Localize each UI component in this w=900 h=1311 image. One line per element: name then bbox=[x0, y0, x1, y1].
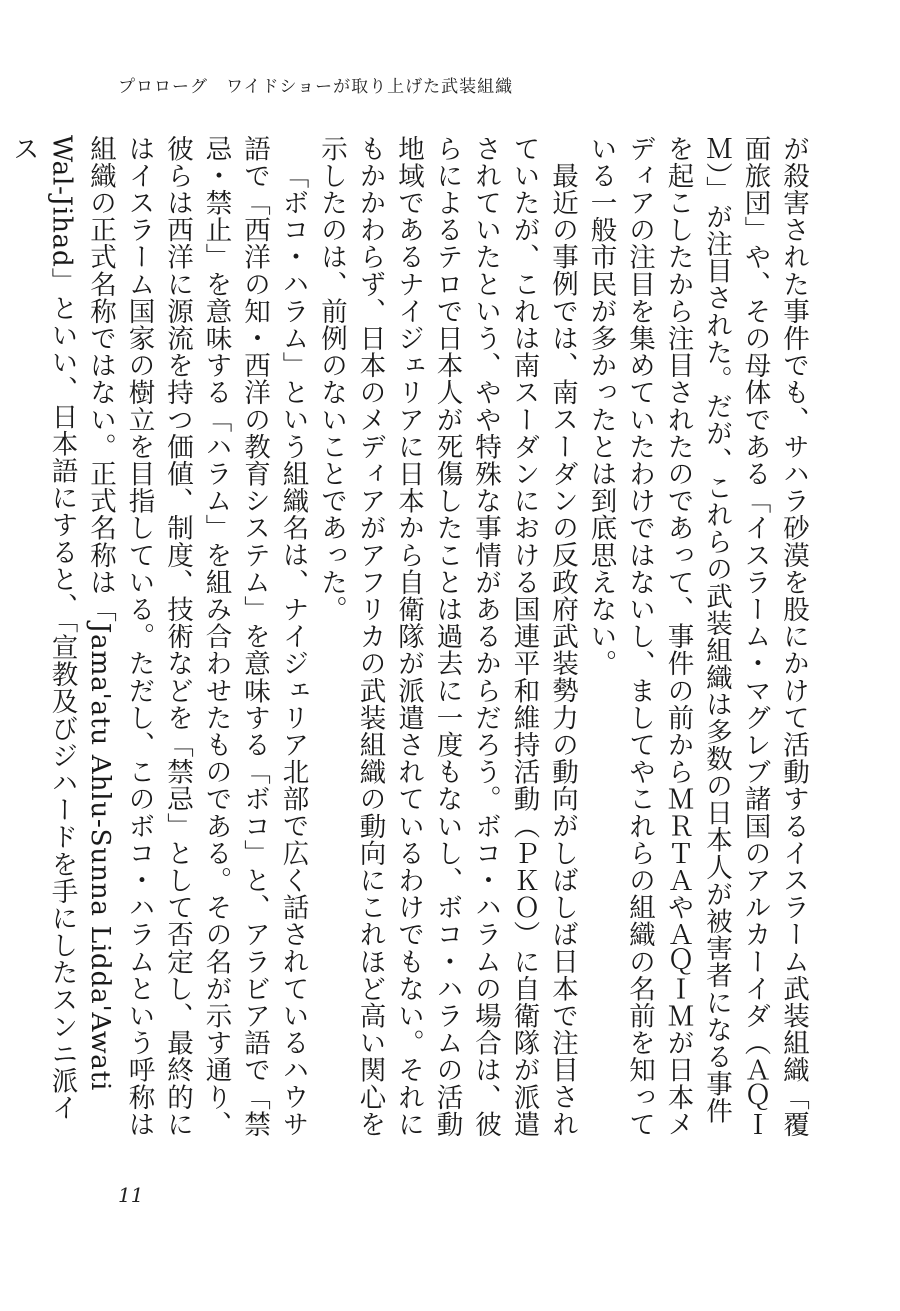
body-text-column bbox=[8, 135, 812, 1145]
paragraph-1: が殺害された事件でも、サハラ砂漠を股にかけて活動するイスラーム武装組織「覆面旅団」や、その母体である「イスラーム・マグレブ諸国のアルカーイダ（ＡＱＩＭ）」が注目された。だが、これらの武装組織は多数の日本人が被害者になる事件を起こしたから注目されたのであって、事件の前からＭＲＴＡやＡＱＩＭが日本メディアの注目を集めていたわけではないし、ましてやこれらの組織の名前を知っている一般市民が多かったとは到底思えない。 bbox=[585, 135, 809, 1138]
page-number: 11 bbox=[118, 1183, 144, 1207]
paragraph-3: 「ボコ・ハラム」という組織名は、ナイジェリア北部で広く話されているハウサ語で「西洋の知・西洋の教育システム」を意味する「ボコ」と、アラビア語で「禁忌・禁止」を意味する「ハラム」を組み合わせたものである。その名が示す通り、彼らは西洋に源流を持つ価値、制度、技術などを「禁忌」として否定し、最終的にはイスラーム国家の樹立を目指している。ただし、このボコ・ハラムという呼称は組織の正式名称ではない。正式名称は「Jama'atu Ahlu-Sunna Lidda'Awati Wal-Jihad」といい、日本語にすると、「宣教及びジハードを手にしたスンニ派イス bbox=[8, 135, 309, 1138]
paragraph-2: 最近の事例では、南スーダンの反政府武装勢力の動向がしばしば日本で注目されていたが、これは南スーダンにおける国連平和維持活動（ＰＫＯ）に自衛隊が派遣されていたという、やや特殊な事情があるからだろう。ボコ・ハラムの場合は、彼らによるテロで日本人が死傷したことは過去に一度もないし、ボコ・ハラムの活動地域であるナイジェリアに日本から自衛隊が派遣されているわけでもない。それにもかかわらず、日本のメディアがアフリカの武装組織の動向にこれほど高い関心を示したのは、前例のないことであった。 bbox=[316, 135, 578, 1138]
running-header: プロローグ ワイドショーが取り上げた武装組織 bbox=[118, 77, 514, 97]
